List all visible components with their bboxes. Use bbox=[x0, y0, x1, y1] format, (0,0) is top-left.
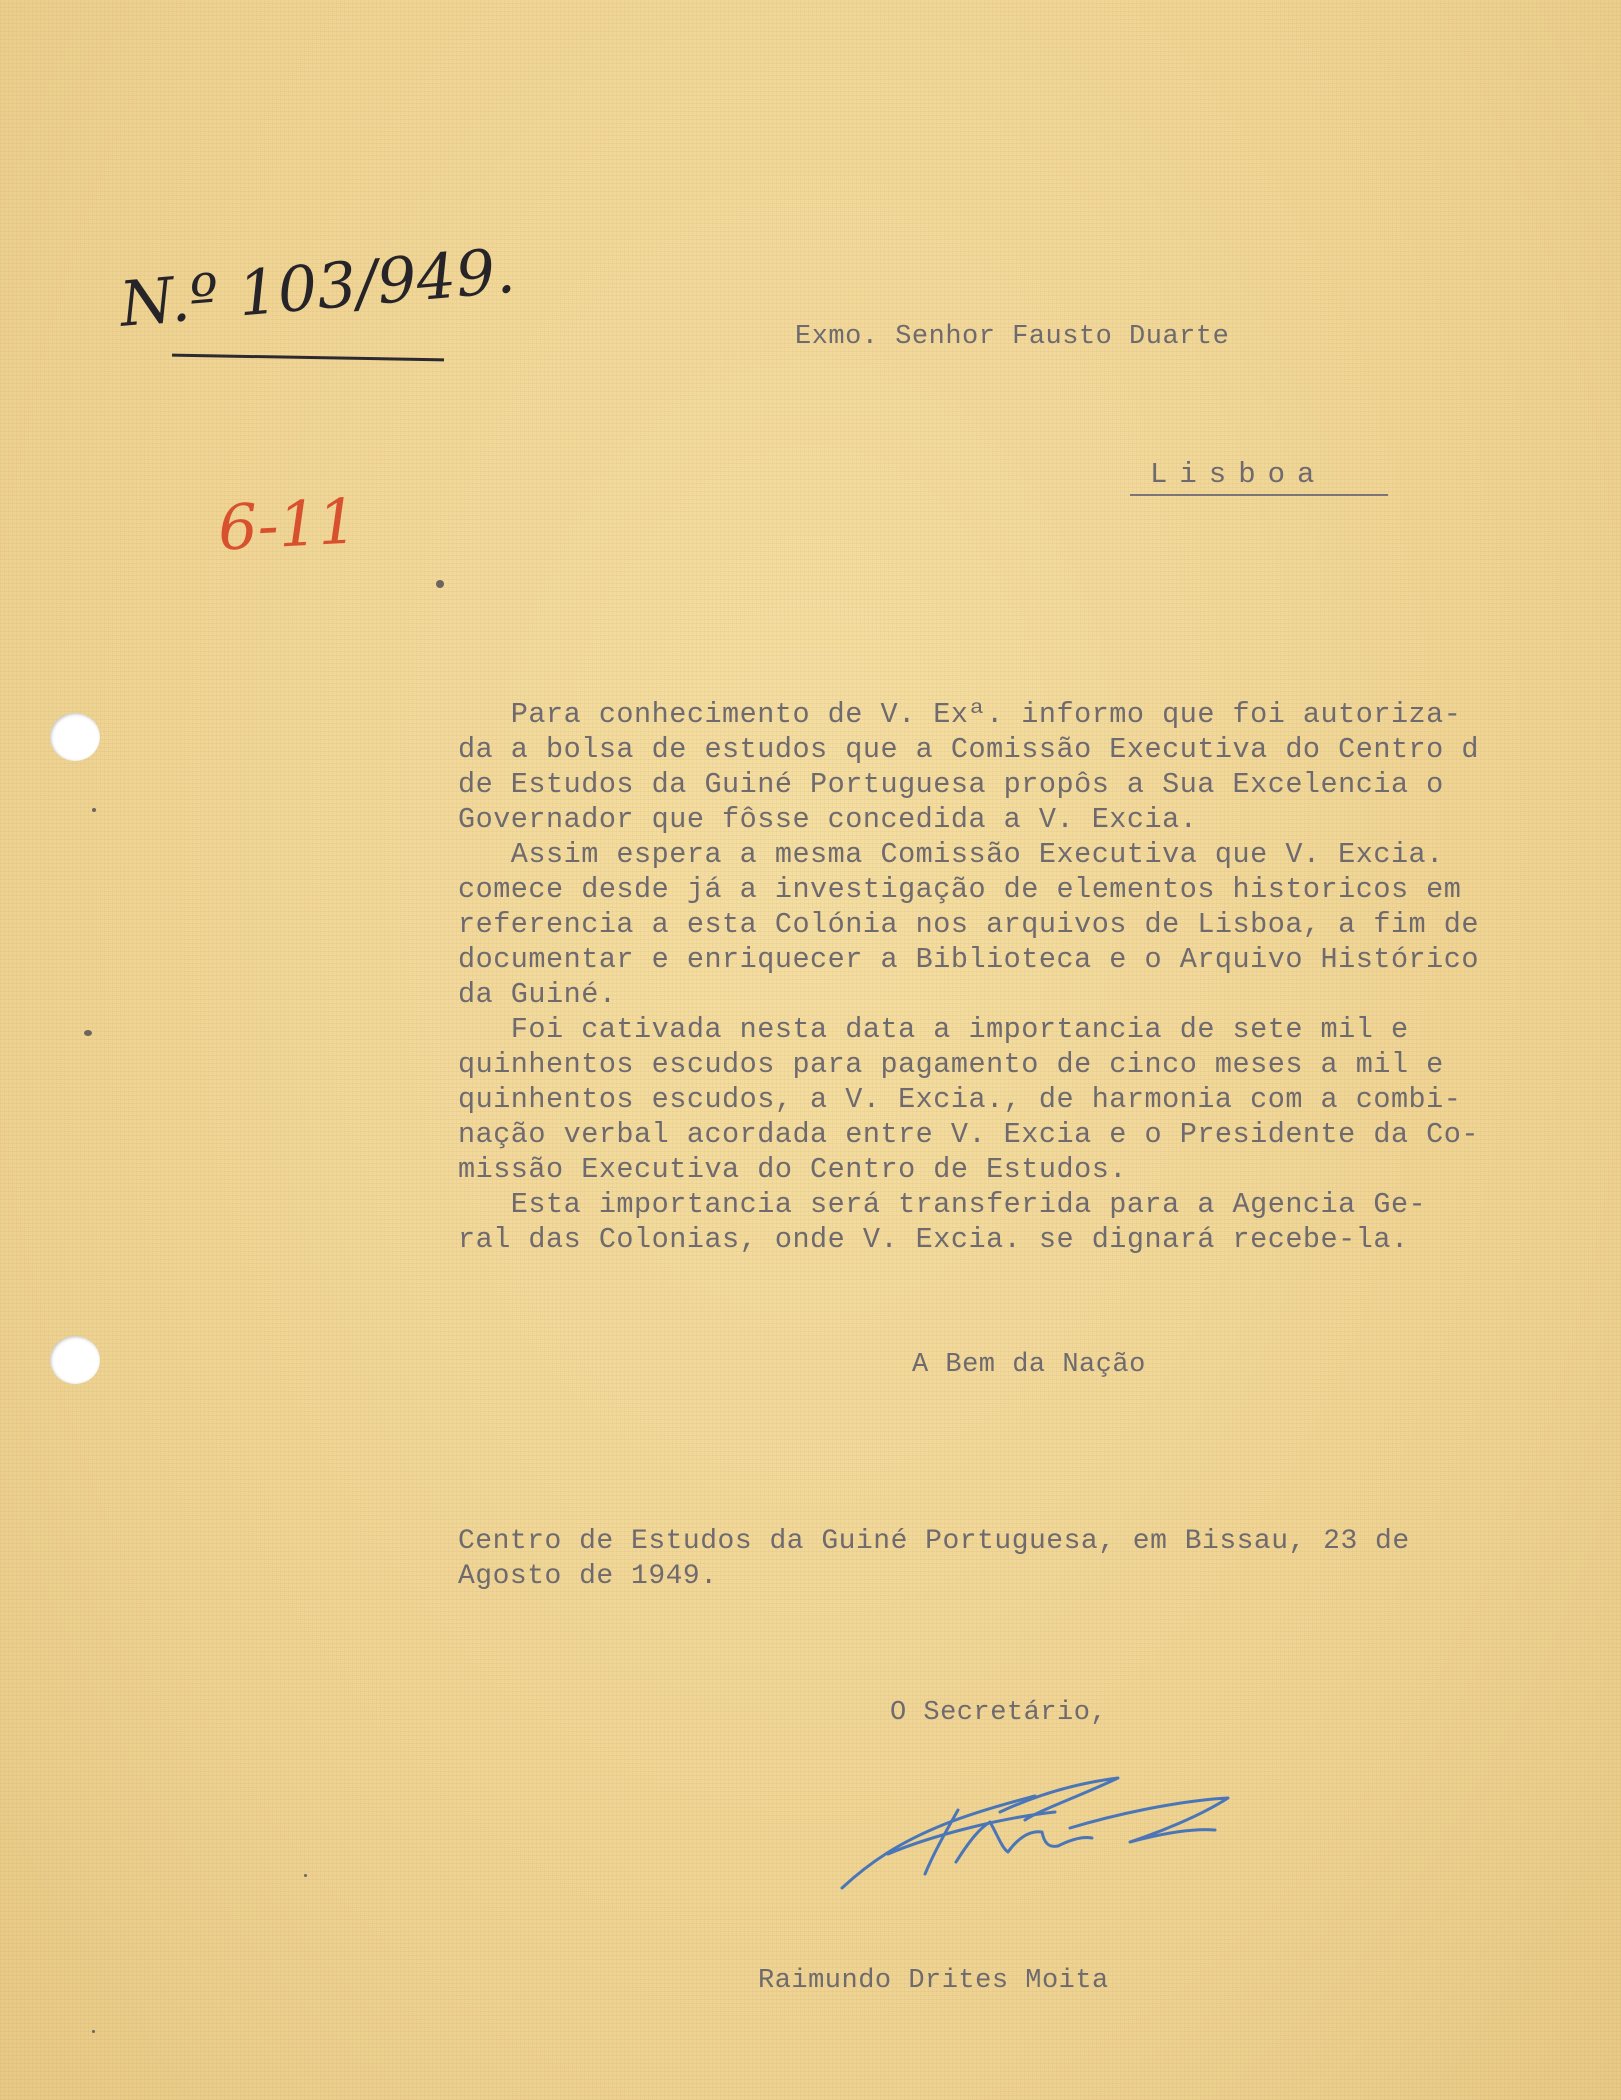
body-line: comece desde já a investigação de elementos historicos em bbox=[458, 873, 1462, 906]
place-date-line: Centro de Estudos da Guiné Portuguesa, em Bissau, 23 de bbox=[458, 1526, 1410, 1557]
body-line: Foi cativada nesta data a importancia de sete mil e bbox=[458, 1013, 1409, 1046]
addressee-city: Lisboa bbox=[1150, 458, 1327, 491]
paper-speck bbox=[436, 580, 444, 588]
paper-speck bbox=[92, 2030, 95, 2033]
handwritten-signature bbox=[830, 1770, 1250, 1900]
body-line: Assim espera a mesma Comissão Executiva que V. Excia. bbox=[458, 838, 1444, 871]
red-pencil-annotation: 6-11 bbox=[216, 484, 360, 565]
punch-hole-bottom bbox=[50, 1336, 100, 1384]
body-line: Governador que fôsse concedida a V. Excia. bbox=[458, 803, 1198, 836]
body-line: da a bolsa de estudos que a Comissão Executiva do Centro d bbox=[458, 733, 1479, 766]
reference-underline bbox=[172, 354, 444, 362]
body-line: referencia a esta Colónia nos arquivos de Lisboa, a fim de bbox=[458, 908, 1479, 941]
body-line: Esta importancia será transferida para a Agencia Ge- bbox=[458, 1188, 1427, 1221]
body-line: quinhentos escudos para pagamento de cinco meses a mil e bbox=[458, 1048, 1444, 1081]
punch-hole-top bbox=[50, 713, 100, 761]
body-line: Para conhecimento de V. Exª. informo que foi autoriza- bbox=[458, 698, 1462, 731]
signatory-title: O Secretário, bbox=[890, 1698, 1108, 1728]
body-line: documentar e enriquecer a Biblioteca e o Arquivo Histórico bbox=[458, 943, 1479, 976]
place-date-line: Agosto de 1949. bbox=[458, 1561, 718, 1592]
body-line: missão Executiva do Centro de Estudos. bbox=[458, 1153, 1127, 1186]
city-underline bbox=[1130, 494, 1388, 496]
body-line: quinhentos escudos, a V. Excia., de harmonia com a combi- bbox=[458, 1083, 1462, 1116]
reference-number: N.º 103/949. bbox=[116, 233, 518, 341]
body-line: ral das Colonias, onde V. Excia. se dignará recebe-la. bbox=[458, 1223, 1409, 1256]
paper-speck bbox=[84, 1030, 92, 1036]
body-line: da Guiné. bbox=[458, 978, 617, 1011]
body-line: nação verbal acordada entre V. Excia e o Presidente da Co- bbox=[458, 1118, 1479, 1151]
signatory-name: Raimundo Drites Moita bbox=[758, 1966, 1109, 1996]
paper-speck bbox=[304, 1874, 307, 1877]
body-line: de Estudos da Guiné Portuguesa propôs a Sua Excelencia o bbox=[458, 768, 1444, 801]
paper-speck bbox=[92, 808, 96, 812]
addressee: Exmo. Senhor Fausto Duarte bbox=[795, 322, 1230, 352]
sign-off: A Bem da Nação bbox=[912, 1350, 1146, 1380]
